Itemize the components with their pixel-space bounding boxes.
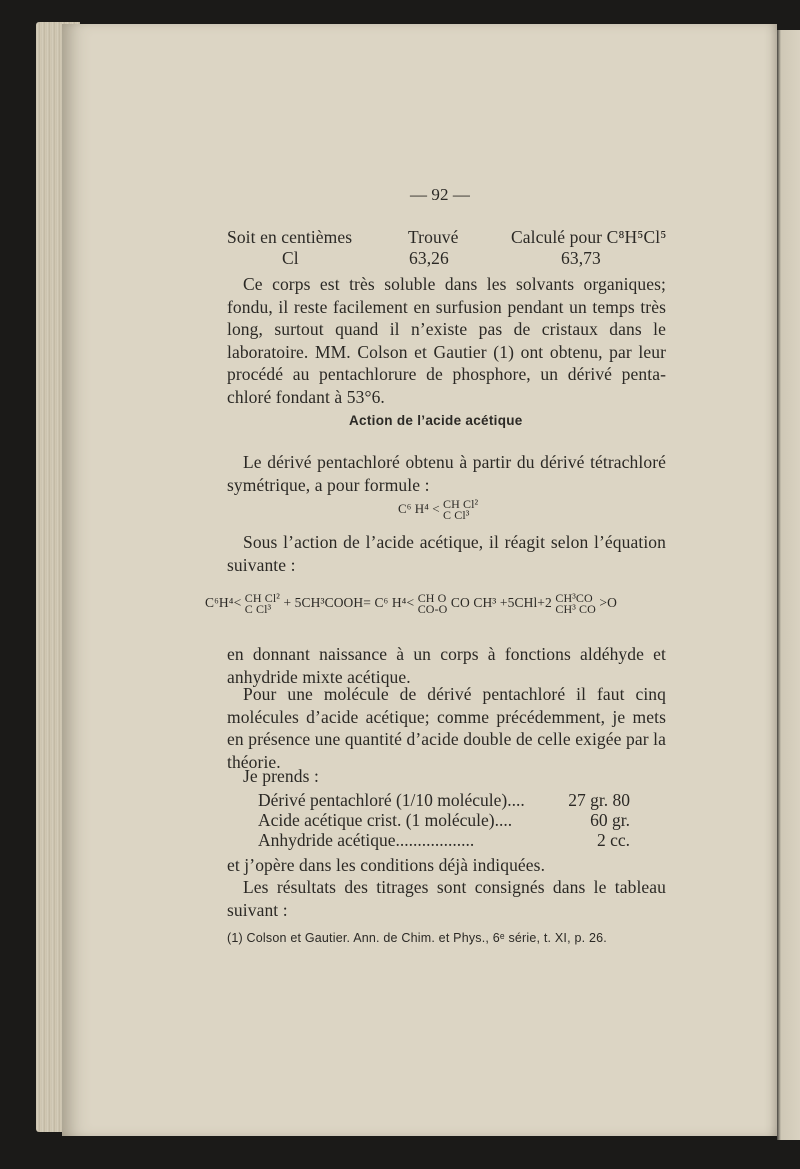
- equation-part-2: + 5CH³COOH= C⁶ H⁴<: [283, 595, 415, 610]
- equation-part-3: CO CH³ +5CHl+2: [450, 595, 552, 610]
- formula-1: [398, 498, 478, 521]
- reagent-name: Dérivé pentachloré (1/10 molécule)....: [258, 790, 525, 810]
- footnote: (1) Colson et Gautier. Ann. de Chim. et Phys., 6ᵉ série, t. XI, p. 26.: [227, 931, 607, 945]
- equation-stack-1-top: CH Cl²: [244, 590, 280, 605]
- formula-1-left: C⁶ H⁴ <: [398, 501, 440, 516]
- element-symbol: Cl: [282, 248, 299, 268]
- equation-stack-3-top: CH³CO: [555, 590, 593, 605]
- calc-value: 63,73: [561, 248, 601, 268]
- reagent-amount: 2 cc.: [596, 830, 630, 850]
- paragraph-3: Sous l’action de l’acide acétique, il réagit selon l’équation suivante :: [227, 532, 666, 575]
- paragraph-6: Je prends :: [243, 766, 319, 786]
- reagent-row: [258, 790, 630, 811]
- paragraph-8: Les résultats des titrages sont consignés dans le tableau suivant :: [227, 877, 666, 920]
- paragraph-4: en donnant naissance à un corps à fonctions aldéhyde et anhydride mixte acétique.: [227, 644, 666, 687]
- equation-part-4: >O: [599, 595, 617, 610]
- page-number: — 92 —: [409, 185, 471, 204]
- equation-stack-3: [555, 590, 596, 616]
- paragraph-2: Le dérivé pentachloré obtenu à partir du dérivé tétrachloré symétrique, a pour formule :: [227, 452, 666, 495]
- formula-1-top: CH Cl²: [443, 497, 479, 512]
- reagent-row: [258, 830, 630, 851]
- equation-stack-2: [417, 590, 448, 616]
- equation-stack-1: [244, 590, 280, 616]
- reagent-amount: 27 gr. 80: [568, 790, 630, 810]
- equation-stack-2-top: CH O: [417, 590, 447, 605]
- found-value: 63,26: [409, 248, 449, 268]
- equation-stack-2-bottom: CO-O: [417, 601, 448, 616]
- equation-stack-3-bottom: CH³ CO: [555, 601, 596, 616]
- found-header: Trouvé: [408, 227, 459, 247]
- section-heading: Action de l’acide acétique: [349, 413, 523, 428]
- paragraph-1: Ce corps est très soluble dans les solvants organiques; fondu, il reste facilement en surfusion pendant un temps très long, surtout quand il n’existe pas de cristaux dans le laboratoire. MM. Colson et Gautier (1) ont obtenu, par leur procédé au pentachlorure de phosphore, un dérivé penta-chloré fondant à 53°6.: [227, 274, 666, 407]
- reagent-name: Anhydride acétique..................: [258, 830, 475, 850]
- formula-1-bottom: C Cl³: [443, 508, 470, 523]
- paragraph-5: Pour une molécule de dérivé pentachloré il faut cinq molécules d’acide acétique; comme précédemment, je mets en présence une quantité d’acide double de celle exigée par la théorie.: [227, 684, 666, 772]
- equation-part-1: C⁶H⁴<: [205, 595, 242, 610]
- reagent-amount: 60 gr.: [590, 810, 630, 830]
- paragraph-7: et j’opère dans les conditions déjà indiquées.: [227, 855, 546, 875]
- equation-stack-1-bottom: C Cl³: [244, 601, 272, 616]
- reagent-row: [258, 810, 630, 831]
- result-label: Soit en centièmes: [227, 227, 353, 247]
- formula-1-stack: [443, 499, 478, 521]
- reagent-name: Acide acétique crist. (1 molécule)....: [258, 810, 513, 830]
- reaction-equation: [205, 592, 617, 615]
- calc-header: Calculé pour C⁸H⁵Cl⁵: [511, 227, 667, 247]
